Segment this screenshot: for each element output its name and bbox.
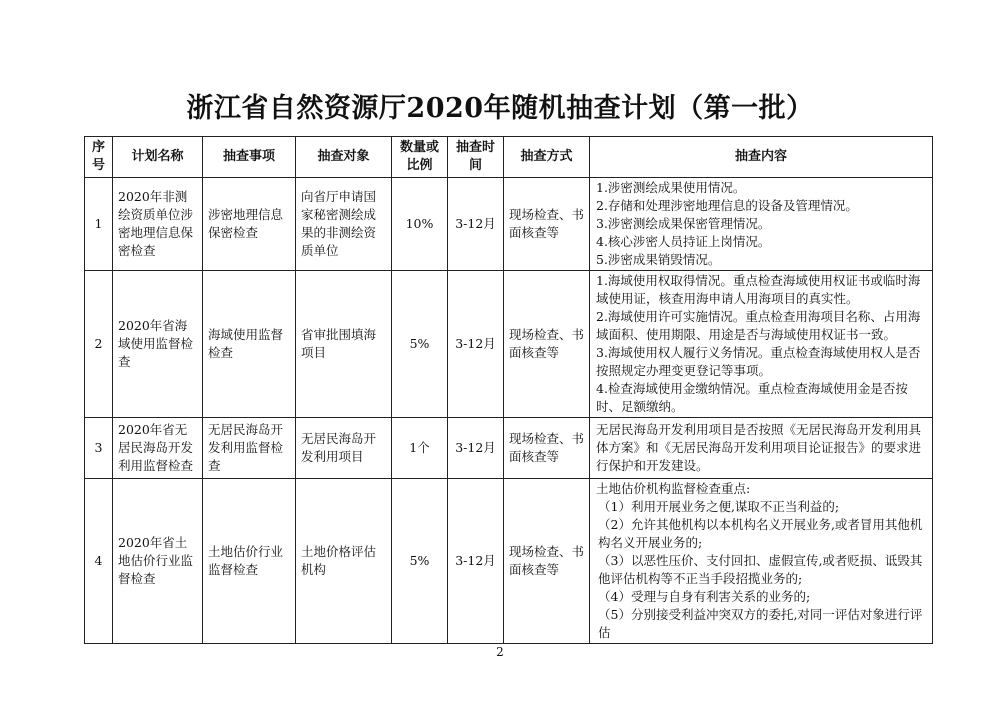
content-line: 3.涉密测绘成果保密管理情况。 [596, 216, 771, 231]
content-line: 2.存储和处理涉密地理信息的设备及管理情况。 [596, 198, 858, 213]
content-line: 3.海域使用权人履行义务情况。重点检查海域使用权人是否按照规定办理变更登记等事项。 [596, 345, 921, 378]
content-line: （3）以恶性压价、支付回扣、虚假宣传,或者贬损、诋毁其他评估机构等不正当手段招揽业务的; [598, 553, 923, 586]
content-line: （5）分别接受利益冲突双方的委托,对同一评估对象进行评估 [598, 607, 923, 640]
content-line: 土地估价机构监督检查重点: [596, 481, 751, 496]
table-row [85, 271, 933, 418]
content-line: 4.检查海域使用金缴纳情况。重点检查海域使用金是否按时、足额缴纳。 [596, 381, 908, 414]
header-cell: 抽查方式 [504, 137, 590, 178]
inspection-content [590, 479, 933, 644]
inspection-target: 无居民海岛开发利用项目 [296, 418, 392, 479]
inspection-item: 海域使用监督检查 [203, 271, 296, 418]
page-number: 2 [496, 645, 504, 659]
row-number: 3 [85, 418, 113, 479]
inspection-item: 涉密地理信息保密检查 [203, 178, 296, 271]
inspection-time: 3-12月 [448, 418, 504, 479]
inspection-item: 无居民海岛开发利用监督检查 [203, 418, 296, 479]
header-cell: 抽查对象 [296, 137, 392, 178]
ratio: 10% [392, 178, 448, 271]
content-line: （1）利用开展业务之便,谋取不正当利益的; [598, 499, 840, 514]
plan-name: 2020年非测绘资质单位涉密地理信息保密检查 [113, 178, 203, 271]
table-row [85, 479, 933, 644]
header-cell: 抽查事项 [203, 137, 296, 178]
plan-name: 2020年省海域使用监督检查 [113, 271, 203, 418]
row-number: 1 [85, 178, 113, 271]
content-line: 无居民海岛开发利用项目是否按照《无居民海岛开发利用具体方案》和《无居民海岛开发利用项目论证报告》的要求进行保护和开发建设。 [596, 422, 922, 473]
inspection-content [590, 178, 933, 271]
inspection-method: 现场检查、书面核查等 [504, 479, 590, 644]
row-number: 2 [85, 271, 113, 418]
content-line: 2.海域使用许可实施情况。重点检查用海项目名称、占用海域面积、使用期限、用途是否与海域使用权证书一致。 [596, 309, 921, 342]
document-title: 浙江省自然资源厅2020年随机抽查计划（第一批） [186, 93, 814, 124]
header-cell: 序号 [85, 137, 113, 178]
content-line: 1.涉密测绘成果使用情况。 [596, 180, 746, 195]
content-line: 5.涉密成果销毁情况。 [596, 252, 721, 267]
ratio: 5% [392, 479, 448, 644]
inspection-target: 省审批围填海项目 [296, 271, 392, 418]
inspection-time: 3-12月 [448, 271, 504, 418]
table-header-row [85, 137, 933, 178]
inspection-target: 土地价格评估机构 [296, 479, 392, 644]
header-cell: 数量或比例 [392, 137, 448, 178]
inspection-time: 3-12月 [448, 479, 504, 644]
row-number: 4 [85, 479, 113, 644]
content-line: 1.海域使用权取得情况。重点检查海域使用权证书或临时海域使用证，核查用海申请人用海项目的真实性。 [596, 273, 921, 306]
inspection-time: 3-12月 [448, 178, 504, 271]
inspection-content [590, 418, 933, 479]
inspection-item: 土地估价行业监督检查 [203, 479, 296, 644]
header-cell: 抽查内容 [590, 137, 933, 178]
header-cell: 计划名称 [113, 137, 203, 178]
plan-name: 2020年省无居民海岛开发利用监督检查 [113, 418, 203, 479]
inspection-method: 现场检查、书面核查等 [504, 271, 590, 418]
inspection-content [590, 271, 933, 418]
content-line: （4）受理与自身有利害关系的业务的; [598, 589, 811, 604]
table-row [85, 418, 933, 479]
inspection-plan-table [84, 136, 933, 644]
plan-name: 2020年省土地估价行业监督检查 [113, 479, 203, 644]
content-line: 4.核心涉密人员持证上岗情况。 [596, 234, 771, 249]
inspection-method: 现场检查、书面核查等 [504, 418, 590, 479]
content-line: （2）允许其他机构以本机构名义开展业务,或者冒用其他机构名义开展业务的; [598, 517, 923, 550]
inspection-method: 现场检查、书面核查等 [504, 178, 590, 271]
ratio: 5% [392, 271, 448, 418]
header-cell: 抽查时间 [448, 137, 504, 178]
ratio: 1个 [392, 418, 448, 479]
inspection-target: 向省厅申请国家秘密测绘成果的非测绘资质单位 [296, 178, 392, 271]
table-row [85, 178, 933, 271]
